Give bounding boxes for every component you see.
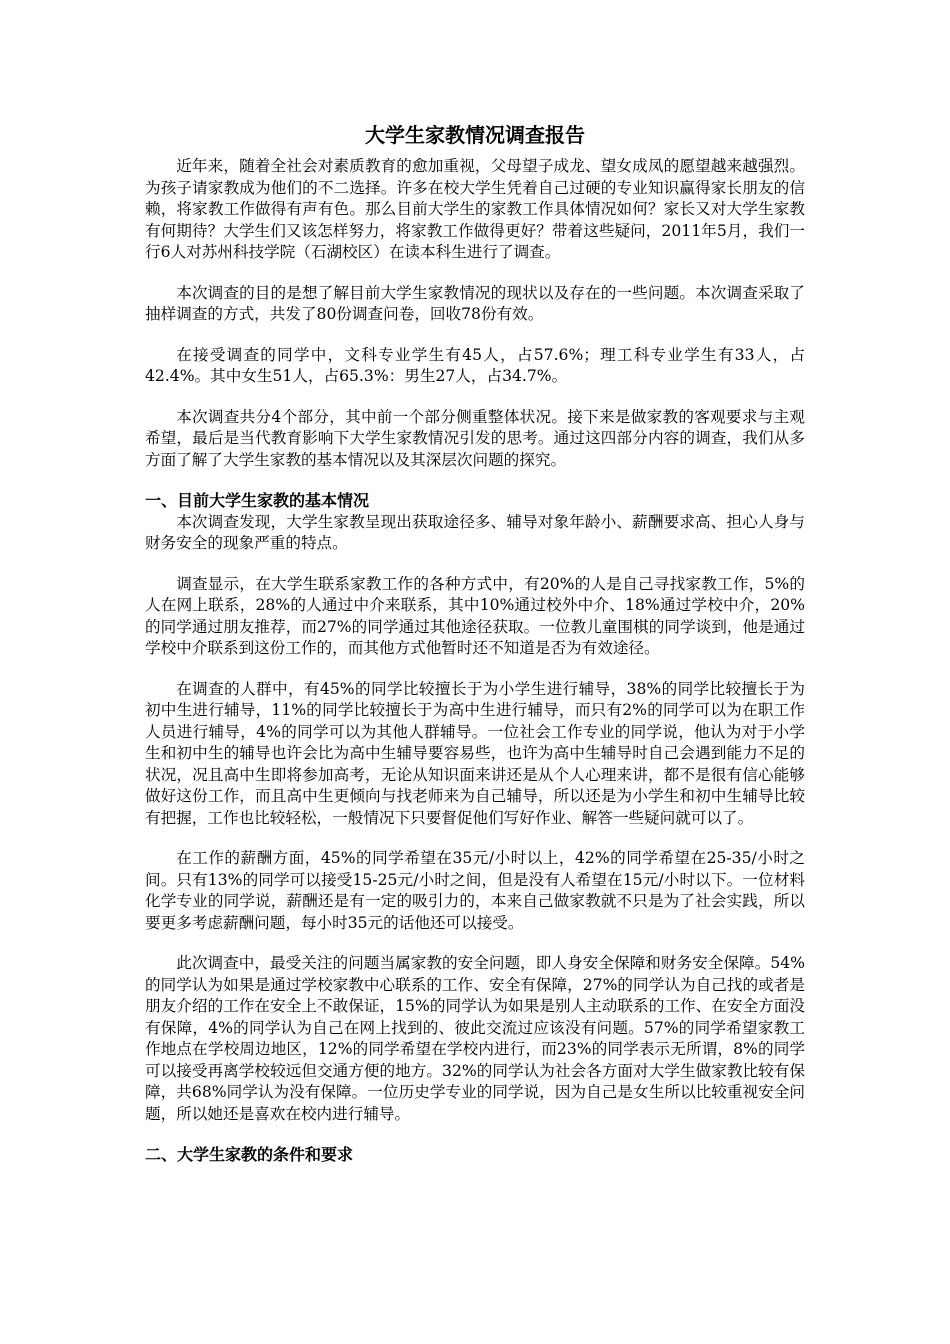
section-1-paragraph-3: 在调查的人群中，有45%的同学比较擅长于为小学生进行辅导，38%的同学比较擅长于为初中生进行辅导，11%的同学比较擅长于为高中生进行辅导，而只有2%的同学可以为在职工作人员进行辅导，4%的同学可以为其他人群辅导。一位社会工作专业的同学说，他认为对于小学生和初中生的辅导也许会比为高中生辅导要容易些，也许为高中生辅导时自己会遇到能力不足的状况，况且高中生即将参加高考，无论从知识面来讲还是从个人心理来讲，都不是很有信心能够做好这份工作，而且高中生更倾向与找老师来为自己辅导，所以还是为小学生和初中生辅导比较有把握，工作也比较轻松，一般情况下只要督促他们写好作业、解答一些疑问就可以了。 [145, 679, 805, 827]
section-1-paragraph-5: 此次调查中，最受关注的问题当属家教的安全问题，即人身安全保障和财务安全保障。54%的同学认为如果是通过学校家教中心联系的工作、安全有保障，27%的同学认为自己找的或者是朋友介绍的工作在安全上不敢保证，15%的同学认为如果是别人主动联系的工作、在安全方面没有保障，4%的同学认为自己在网上找到的、彼此交流过应该没有问题。57%的同学希望家教工作地点在学校周边地区，12%的同学希望在学校内进行，而23%的同学表示无所谓，8%的同学可以接受再离学校较远但交通方便的地方。32%的同学认为社会各方面对大学生做家教比较有保障，共68%同学认为没有保障。一位历史学专业的同学说，因为自己是女生所以比较重视安全问题，所以她还是喜欢在校内进行辅导。 [145, 954, 805, 1123]
document-page [145, 120, 805, 1166]
section-1-paragraph-1: 本次调查发现，大学生家教呈现出获取途径多、辅导对象年龄小、薪酬要求高、担心人身与财务安全的现象严重的特点。 [145, 512, 805, 552]
document-title: 大学生家教情况调查报告 [365, 123, 585, 147]
intro-paragraph-4: 本次调查共分4个部分，其中前一个部分侧重整体状况。接下来是做家教的客观要求与主观希望，最后是当代教育影响下大学生家教情况引发的思考。通过这四部分内容的调查，我们从多方面了解了大学生家教的基本情况以及其深层次问题的探究。 [145, 407, 805, 469]
section-1-paragraph-4: 在工作的薪酬方面，45%的同学希望在35元/小时以上，42%的同学希望在25-35/小时之间。只有13%的同学可以接受15-25元/小时之间，但是没有人希望在15元/小时以下。一位材料化学专业的同学说，薪酬还是有一定的吸引力的，本来自己做家教就不只是为了社会实践，所以要更多考虑薪酬问题，每小时35元的话他还可以接受。 [145, 849, 805, 932]
intro-paragraph-3: 在接受调查的同学中，文科专业学生有45人，占57.6%；理工科专业学生有33人，占42.4%。其中女生51人，占65.3%：男生27人，占34.7%。 [145, 345, 805, 385]
section-1-heading: 一、目前大学生家教的基本情况 [145, 491, 370, 510]
section-1-paragraph-2: 调查显示，在大学生联系家教工作的各种方式中，有20%的人是自己寻找家教工作，5%的人在网上联系，28%的人通过中介来联系，其中10%通过校外中介、18%通过学校中介，20%的同学通过朋友推荐，而27%的同学通过其他途径获取。一位教儿童围棋的同学谈到，他是通过学校中介联系到这份工作的，而其他方式他暂时还不知道是否为有效途径。 [145, 574, 805, 657]
intro-paragraph-1: 近年来，随着全社会对素质教育的愈加重视，父母望子成龙、望女成凤的愿望越来越强烈。为孩子请家教成为他们的不二选择。许多在校大学生凭着自己过硬的专业知识赢得家长朋友的信赖，将家教工作做得有声有色。那么目前大学生的家教工作具体情况如何？家长又对大学生家教有何期待？大学生们又该怎样努力，将家教工作做得更好？带着这些疑问，2011年5月，我们一行6人对苏州科技学院（石湖校区）在读本科生进行了调查。 [145, 157, 805, 261]
intro-paragraph-2: 本次调查的目的是想了解目前大学生家教情况的现状以及存在的一些问题。本次调查采取了抽样调查的方式，共发了80份调查问卷，回收78份有效。 [145, 283, 805, 323]
section-2-heading: 二、大学生家教的条件和要求 [145, 1145, 354, 1164]
